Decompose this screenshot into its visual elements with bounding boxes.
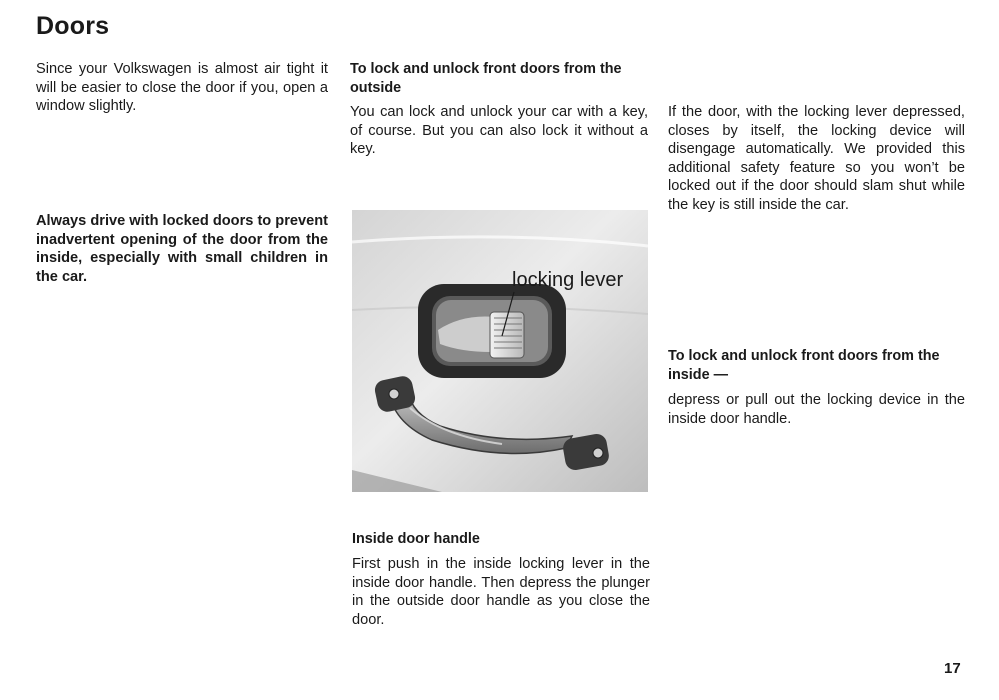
page-title: Doors: [36, 12, 110, 40]
page-number: 17: [944, 660, 961, 677]
inside-handle-heading: Inside door handle: [352, 531, 480, 547]
inside-handle-paragraph: First push in the inside locking lever in the inside door handle. Then depress the plunger in the outside door handle as you close the door.: [352, 556, 650, 628]
intro-paragraph: Since your Volkswagen is almost air tight it will be easier to close the door if you, open a window slightly.: [36, 61, 328, 114]
door-handle-illustration: [352, 210, 648, 492]
lock-inside-heading: To lock and unlock front doors from the inside —: [668, 348, 940, 383]
autolock-paragraph: If the door, with the locking lever depressed, closes by itself, the locking device will disengage automatically. We provided this additional safety feature so you won’t be locked out if the door should slam shut while the key is still inside the car.: [668, 104, 965, 213]
lock-outside-paragraph: You can lock and unlock your car with a key, of course. But you can also lock it without a key.: [350, 104, 648, 157]
warning-paragraph: Always drive with locked doors to prevent inadvertent opening of the door from the inside, especially with small children in the car.: [36, 213, 328, 285]
lock-outside-heading: To lock and unlock front doors from the outside: [350, 61, 622, 96]
lock-inside-paragraph: depress or pull out the locking device in the inside door handle.: [668, 392, 965, 427]
figure-label: locking lever: [512, 269, 624, 291]
